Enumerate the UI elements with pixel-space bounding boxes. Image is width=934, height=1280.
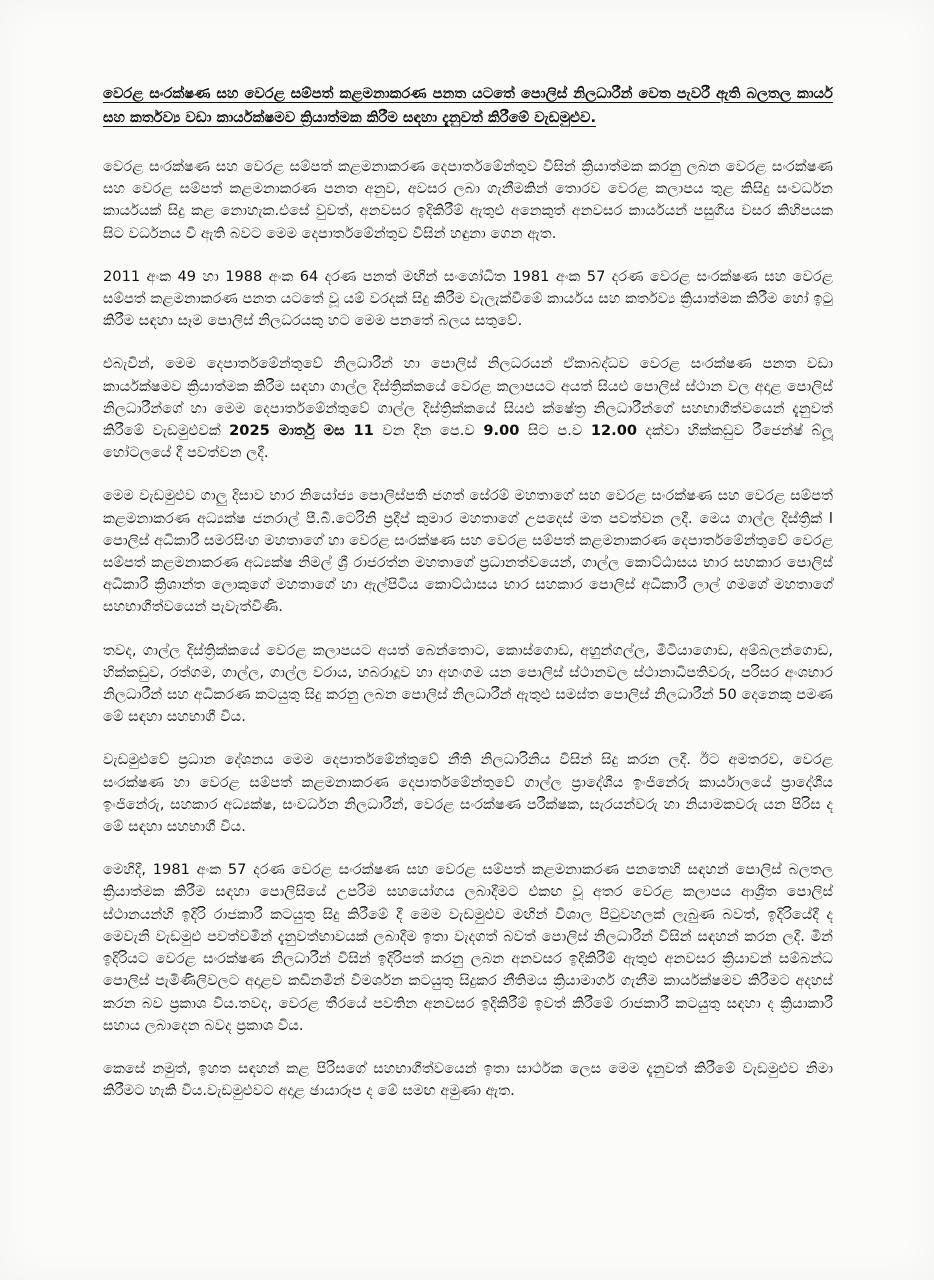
workshop-date: 2025 මාර්තු මස 11 xyxy=(229,422,374,440)
document-title: වෙරළ සංරක්ෂණ සහ වෙරළ සම්පත් කළමනාකරණ පනත යටතේ පොලිස් නිලධාරීන් වෙත පැවරී ඇති බලතල කාර්ය සහ කර්තව්‍ය වඩා කාර්යක්ෂමව ක්‍රියාත්මක කිරීම සඳහා දැනුවත් කිරීමේ වැඩමුළුව. xyxy=(103,85,833,126)
paragraph-4: මෙම වැඩමුළුව ගාලු දිසාව භාර නියෝජ්‍ය පොලිස්පති ජගත් සේරම් මහතාගේ සහ වෙරළ සංරක්ෂණ සහ වෙරළ සම්පත් කළමනාකරණ අධ්‍යක්ෂ ජනරාල් පී.බී.ටෙරිනි ප්‍රදීප් කුමාර මහතාගේ උපදෙස් මත පවත්වන ලදී. මෙය ගාල්ල දිස්ත්‍රික් l පොලිස් අධිකාරී සමරසිංහ මහතාගේ හා වෙරළ සංරක්ෂණ සහ වෙරළ සම්පත් කළමනාකරණ දෙපාර්තමේන්තුවේ වෙරළ සම්පත් කළමනාකරණ අධ්‍යක්ෂ නිමල් ශ්‍රී රාජරත්න මහතාගේ ප්‍රධානත්වයෙන්, ගාල්ල කොට්ඨාසය භාර සහකාර පොලිස් අධිකාරී ක්‍රිශාන්ත ලොකුගේ මහතාගේ හා ඇල්පිටිය කොට්ඨාසය භාර සහකාර පොලිස් අධිකාරී ලාල් ගමගේ මහතාගේ සහභාගීත්වයෙන් පැවැත්විණි. xyxy=(103,487,833,616)
paragraph-3-text-3: සිට ප.ව xyxy=(519,422,591,440)
workshop-start-time: 9.00 xyxy=(483,422,520,440)
paragraph-8: කෙසේ නමුත්, ඉහත සඳහන් කළ පිරිසගේ සහභාගීත්වයෙන් ඉතා සාර්ථක ලෙස මෙම දැනුවත් කිරීමේ වැඩමුළුව නිමා කිරීමට හැකි විය.වැඩමුළුවට අදාළ ඡායාරූප ද මේ සමඟ අමුණා ඇත. xyxy=(103,1059,833,1100)
paragraph-3 xyxy=(103,353,833,464)
paragraph-2: 2011 අංක 49 හා 1988 අංක 64 දරණ පනත් මඟින් සංශෝධිත 1981 අංක 57 දරණ වෙරළ සංරක්ෂණ සහ වෙරළ සම්පත් කළමනාකරණ පනත යටතේ වූ යම් වරදක් සිදු කිරීම වැලැක්වීමේ කාර්යය සහ කර්තව්‍ය ක්‍රියාත්මක කිරීම හෝ ඉටු කිරීම සඳහා සෑම පොලිස් නිලධරයකු හට මෙම පනතේ බලය සතුවේ. xyxy=(103,267,833,330)
paragraph-6: වැඩමුළුවේ ප්‍රධාන දේශනය මෙම දෙපාර්තමේන්තුවේ නීති නිලධාරිනිය විසින් සිදු කරන ලදී. ඊට අමතරව, වෙරළ සංරක්ෂණ හා වෙරළ සම්පත් කළමනාකරණ දෙපාර්තමේන්තුවේ ගාල්ල ප්‍රාදේශීය ඉංජිනේරු කාර්යාලයේ ප්‍රාදේශීය ඉංජිනේරු, සහකාර අධ්‍යක්ෂ, සංවර්ධන නිලධාරීන්, වෙරළ සංරක්ෂණ පරීක්ෂක, සැරයන්වරු හා නියාමකවරු යන පිරිස ද මේ සඳහා සහභාගී විය. xyxy=(103,751,833,836)
workshop-end-time: 12.00 xyxy=(590,422,638,440)
document-body xyxy=(103,82,833,1102)
paragraph-7: මෙහිදී, 1981 අංක 57 දරණ වෙරළ සංරක්ෂණ සහ වෙරළ සම්පත් කළමනාකරණ පනතෙහි සඳහන් පොලිස් බලතල ක්‍රියාත්මක කිරීම සඳහා පොලිසියේ උපරිම සහයෝගය ලබාදීමට එකඟ වූ අතර වෙරළ කලාපය ආශ්‍රිත පොලිස් ස්ථානයන්හි ඉදිරි රාජකාරී කටයුතු සිදු කිරීමේ දී මෙම වැඩමුළුව මඟින් විශාල පිටුවහලක් ලැබුණ බවත්, ඉදිරියේදී ද මෙවැනි වැඩමුළු පවත්වමින් දැනුවත්භාවයක් ලබාදීම ඉතා වැදගත් බවත් පොලිස් නිලධාරීන් විසින් සඳහන් කරන ලදී. මින් ඉදිරියට වෙරළ සංරක්ෂණ නිලධාරීන් විසින් ඉදිරිපත් කරනු ලබන අනවසර ඉදිකිරීම් ඇතුළු අනවසර ක්‍රියාවන් සම්බන්ධ පොලිස් පැමිණිලිවලට අදාළව කඩිනමින් විමර්ශන කටයුතු සිදුකර නීතිමය ක්‍රියාමාර්ග ගැනීම කාර්යක්ෂමව කිරීමට අදහස් කරන බව ප්‍රකාශ විය.තවද, වෙරළ තීරයේ පවතින අනවසර ඉදිකිරීම් ඉවත් කිරීමේ රාජකාරී කටයුතු සඳහා ද ක්‍රියාකාරී සහාය ලබාදෙන බවද ප්‍රකාශ විය. xyxy=(103,861,833,1034)
paragraph-5: තවද, ගාල්ල දිස්ත්‍රික්කයේ වෙරළ කලාපයට අයත් බෙන්තොට, කොස්ගොඩ, අහුන්ගල්ල, මීටියාගොඩ, අම්බලන්ගොඩ, හික්කඩුව, රත්ගම, ගාල්ල, ගාල්ල වරාය, හබරාදූව හා අහංගම යන පොලිස් ස්ථානවල ස්ථානාධිපතිවරු, පරිසර අංශභාර නිලධාරීන් සහ අධිකරණ කටයුතු සිදු කරනු ලබන පොලිස් නිලධාරීන් ඇතුළු සමස්ත පොලිස් නිලධාරීන් 50 දෙනෙකු පමණ මේ සඳහා සහභාගී විය. xyxy=(103,641,833,726)
paragraph-3-text: එබැවින්, මෙම දෙපාර්තමේන්තුවේ නිලධාරීන් හා පොලිස් නිලධරයන් ඒකාබද්ධව වෙරළ සංරක්ෂණ පනත වඩා කාර්යක්ෂමව ක්‍රියාත්මක කිරීම සඳහා ගාල්ල දිස්ත්‍රික්කයේ වෙරළ කලාපයට අයත් සියළු පොලිස් ස්ථාන වල අදාළ පොලිස් නිලධාරීන්ගේ හා මෙම දෙපාර්තමේන්තුවේ ගාල්ල දිස්ත්‍රික්කයේ සියළු ක්ෂේත්‍ර නිලධාරීන්ගේ සහභාගීත්වයෙන් දැනුවත් කිරීමේ වැඩමුළුවක් xyxy=(103,355,833,440)
paragraph-3-text-2: වන දින පෙ.ව xyxy=(373,422,484,440)
paragraph-1: වෙරළ සංරක්ෂණ සහ වෙරළ සම්පත් කළමනාකරණ දෙපාර්තමේන්තුව විසින් ක්‍රියාත්මක කරනු ලබන වෙරළ සංරක්ෂණ සහ වෙරළ සම්පත් කළමනාකරණ පනත අනුව, අවසර ලබා ගැනීමකින් තොරව වෙරළ කලාපය තුළ කිසිදු සංවර්ධන කාර්යයක් සිදු කළ නොහැක.එසේ වුවත්, අනවසර ඉදිකිරීම් ඇතුළු අනෙකුත් අනවසර කාර්යයන් පසුගිය වසර කිහිපයක සිට වර්ධනය වී ඇති බවට මෙම දෙපාර්තමේන්තුව විසින් හඳුනා ගෙන ඇත. xyxy=(103,158,833,242)
paragraph-3-text-4: දක්වා හික්කඩුව රීජෙන්ෂ් බ්ලූ හෝටලයේ දී පවත්වන ලදී. xyxy=(103,422,833,462)
